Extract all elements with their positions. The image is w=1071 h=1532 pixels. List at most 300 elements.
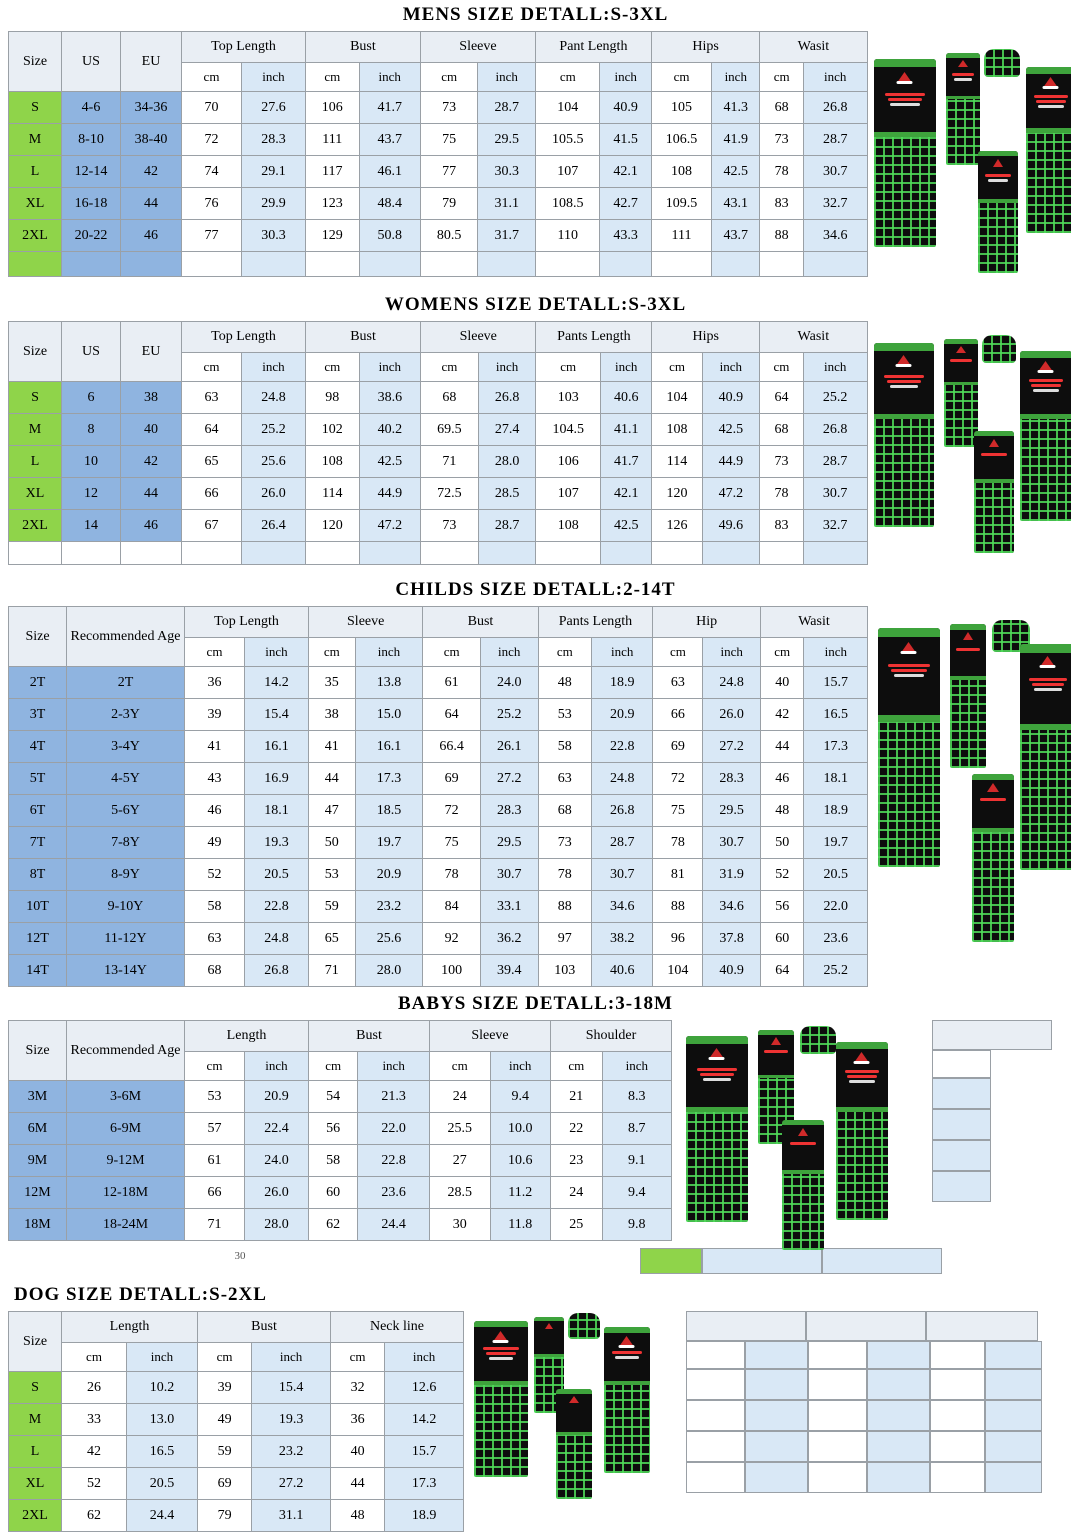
cell-value: 24.4 <box>127 1500 198 1532</box>
cell-value: 24 <box>430 1081 491 1113</box>
cell-value: 15.7 <box>804 667 868 699</box>
cell-value: 50 <box>760 827 804 859</box>
cell-value: 24.0 <box>480 667 538 699</box>
cell-value: 28.0 <box>355 955 423 987</box>
cell-value: 15.4 <box>245 699 309 731</box>
col-wasit: Wasit <box>760 322 867 353</box>
cell-value: 75 <box>423 827 481 859</box>
cell-value: 108 <box>652 414 702 446</box>
cell-age: 4-5Y <box>67 763 185 795</box>
unit-inch: inch <box>600 63 651 92</box>
cell-age: 13-14Y <box>67 955 185 987</box>
cell-value: 61 <box>185 1145 245 1177</box>
cell-value: 102 <box>306 414 360 446</box>
cell-size: XL <box>9 188 62 220</box>
cell-value: 68 <box>538 795 592 827</box>
cell-value: 39 <box>185 699 245 731</box>
col-eu: EU <box>121 322 182 382</box>
cell-value: 41.9 <box>712 124 760 156</box>
cell-age: 3-4Y <box>67 731 185 763</box>
cell-value: 54 <box>309 1081 358 1113</box>
cell-value: 63 <box>185 923 245 955</box>
cell-value: 42.5 <box>600 510 651 542</box>
table-row <box>9 92 868 124</box>
cell-us: 4-6 <box>62 92 121 124</box>
cell-value: 26.0 <box>245 1177 309 1209</box>
cell-eu: 44 <box>121 188 182 220</box>
cell-value: 117 <box>306 156 360 188</box>
cell-value: 31.9 <box>703 859 760 891</box>
table-row <box>9 156 868 188</box>
figure-dad <box>474 1321 528 1477</box>
cell-value: 105.5 <box>536 124 600 156</box>
cell-value: 108 <box>651 156 711 188</box>
table-row <box>9 1209 672 1241</box>
mens-size-table <box>8 31 868 277</box>
cell-size: 18M <box>9 1209 67 1241</box>
cell-value: 9.1 <box>602 1145 671 1177</box>
cell-value: 33.1 <box>480 891 538 923</box>
cell-value: 104 <box>652 382 702 414</box>
cell-value: 52 <box>62 1468 127 1500</box>
cell-value: 73 <box>760 446 804 478</box>
table-row <box>9 1468 464 1500</box>
cell-value: 25.6 <box>355 923 423 955</box>
cell-value: 29.5 <box>480 827 538 859</box>
cell-value: 35 <box>309 667 356 699</box>
cell-value: 126 <box>652 510 702 542</box>
cell-value: 31.7 <box>478 220 536 252</box>
cell-value: 49 <box>198 1404 252 1436</box>
cell-value: 29.5 <box>703 795 760 827</box>
unit-cm: cm <box>536 63 600 92</box>
unit-inch: inch <box>252 1343 331 1372</box>
cell-value: 107 <box>536 156 600 188</box>
table-row <box>9 667 868 699</box>
figure-mom <box>1020 644 1071 870</box>
cell-value: 41.5 <box>600 124 651 156</box>
cell-size: M <box>9 414 62 446</box>
cell-value: 84 <box>423 891 481 923</box>
cell-value: 19.3 <box>252 1404 331 1436</box>
cell-value: 69 <box>653 731 703 763</box>
cell-value: 73 <box>421 510 479 542</box>
cell-value: 100 <box>423 955 481 987</box>
cell-value: 26.8 <box>803 92 867 124</box>
col-sleeve: Sleeve <box>430 1021 551 1052</box>
col-pants-length: Pants Length <box>536 322 652 353</box>
cell-value: 63 <box>653 667 703 699</box>
cell-value: 19.3 <box>245 827 309 859</box>
cell-value: 97 <box>538 923 592 955</box>
cell-value: 9.4 <box>490 1081 551 1113</box>
cell-value: 38.2 <box>592 923 653 955</box>
cell-value: 103 <box>536 382 601 414</box>
cell-value: 53 <box>309 859 356 891</box>
cell-value: 41.3 <box>712 92 760 124</box>
cell-value: 14.2 <box>385 1404 464 1436</box>
cell-value: 88 <box>760 220 804 252</box>
cell-value: 114 <box>306 478 360 510</box>
table-row <box>9 859 868 891</box>
unit-inch: inch <box>804 638 868 667</box>
table-row <box>9 1145 672 1177</box>
cell-us: 8-10 <box>62 124 121 156</box>
cell-value: 27.4 <box>478 414 536 446</box>
table-row <box>9 124 868 156</box>
figure-toddler <box>782 1120 824 1250</box>
cell-age: 12-18M <box>67 1177 185 1209</box>
col-pants-length: Pants Length <box>538 607 653 638</box>
table-row <box>9 891 868 923</box>
cell-value: 16.1 <box>245 731 309 763</box>
cell-age: 9-12M <box>67 1145 185 1177</box>
cell-value: 58 <box>538 731 592 763</box>
figure-mom <box>1020 351 1071 521</box>
cell-value: 16.5 <box>804 699 868 731</box>
cell-value: 66.4 <box>423 731 481 763</box>
cell-value: 25.2 <box>242 414 306 446</box>
cell-value: 25.5 <box>430 1113 491 1145</box>
cell-value: 30.3 <box>478 156 536 188</box>
cell-value: 21 <box>551 1081 603 1113</box>
table-row <box>9 478 868 510</box>
cell-value: 46.1 <box>359 156 420 188</box>
cell-size: 8T <box>9 859 67 891</box>
unit-inch: inch <box>702 353 760 382</box>
cell-value: 28.7 <box>803 124 867 156</box>
col-hip: Hip <box>653 607 761 638</box>
cell-size: 3M <box>9 1081 67 1113</box>
cell-value: 39.4 <box>480 955 538 987</box>
figure-dad <box>874 343 934 527</box>
cell-value: 23 <box>551 1145 603 1177</box>
cell-value: 65 <box>182 446 242 478</box>
cell-value: 30.7 <box>592 859 653 891</box>
unit-cm: cm <box>423 638 481 667</box>
col-size: Size <box>9 32 62 92</box>
cell-value: 83 <box>760 188 804 220</box>
section-mens <box>0 0 1071 286</box>
cell-value: 68 <box>185 955 245 987</box>
cell-value: 16.9 <box>245 763 309 795</box>
womens-family-pajama-image <box>868 321 1071 571</box>
cell-value: 58 <box>309 1145 358 1177</box>
cell-value: 104 <box>653 955 703 987</box>
cell-value: 13.8 <box>355 667 423 699</box>
cell-value: 34.6 <box>703 891 760 923</box>
cell-value: 22 <box>551 1113 603 1145</box>
cell-value: 28.0 <box>478 446 536 478</box>
figure-toddler <box>974 431 1014 553</box>
cell-value: 28.3 <box>480 795 538 827</box>
unit-cm: cm <box>551 1052 603 1081</box>
cell-value: 43.3 <box>600 220 651 252</box>
cell-eu: 40 <box>121 414 182 446</box>
unit-cm: cm <box>652 353 702 382</box>
cell-value: 78 <box>653 827 703 859</box>
cell-value: 24.0 <box>245 1145 309 1177</box>
table-row <box>9 382 868 414</box>
cell-size: 6M <box>9 1113 67 1145</box>
cell-value: 42 <box>760 699 804 731</box>
col-size: Size <box>9 1021 67 1081</box>
cell-value: 21.3 <box>358 1081 430 1113</box>
cell-value: 40.9 <box>600 92 651 124</box>
cell-value: 73 <box>538 827 592 859</box>
col-size: Size <box>9 322 62 382</box>
cell-value: 52 <box>185 859 245 891</box>
cell-value: 28.7 <box>478 92 536 124</box>
cell-value: 43 <box>185 763 245 795</box>
cell-value: 15.7 <box>385 1436 464 1468</box>
figure-toddler <box>978 151 1018 273</box>
cell-age: 2T <box>67 667 185 699</box>
unit-inch: inch <box>245 1052 309 1081</box>
unit-cm: cm <box>651 63 711 92</box>
cell-value: 46 <box>185 795 245 827</box>
cell-eu: 46 <box>121 220 182 252</box>
figure-mom <box>1026 67 1071 233</box>
col-top-length: Top Length <box>182 32 306 63</box>
unit-cm: cm <box>760 63 804 92</box>
cell-value: 106 <box>536 446 601 478</box>
col-bust: Bust <box>423 607 538 638</box>
cell-value: 16.1 <box>355 731 423 763</box>
cell-value: 48 <box>538 667 592 699</box>
cell-value: 49 <box>185 827 245 859</box>
cell-value: 11.8 <box>490 1209 551 1241</box>
cell-value: 42.1 <box>600 478 651 510</box>
figure-kid <box>944 339 978 447</box>
dog-family-pajama-image <box>464 1311 674 1501</box>
cell-value: 41 <box>185 731 245 763</box>
unit-inch: inch <box>385 1343 464 1372</box>
cell-size: 2XL <box>9 220 62 252</box>
cell-value: 68 <box>421 382 479 414</box>
cell-value: 42.5 <box>702 414 760 446</box>
cell-age: 3-6M <box>67 1081 185 1113</box>
cell-value: 108.5 <box>536 188 600 220</box>
cell-value: 19.7 <box>355 827 423 859</box>
childs-family-pajama-image <box>868 606 1071 986</box>
cell-value: 120 <box>652 478 702 510</box>
cell-eu: 42 <box>121 156 182 188</box>
cell-value: 24.8 <box>703 667 760 699</box>
cell-value: 27.2 <box>252 1468 331 1500</box>
cell-value: 34.6 <box>592 891 653 923</box>
unit-cm: cm <box>62 1343 127 1372</box>
cell-size: M <box>9 1404 62 1436</box>
cell-size: 6T <box>9 795 67 827</box>
cell-value: 42.5 <box>712 156 760 188</box>
unit-cm: cm <box>182 353 242 382</box>
unit-inch: inch <box>242 353 306 382</box>
cell-us: 6 <box>62 382 121 414</box>
dog-title: DOG SIZE DETALL:S-2XL <box>14 1284 267 1305</box>
col-sleeve: Sleeve <box>421 322 536 353</box>
figure-dad <box>686 1036 748 1222</box>
cell-value: 22.0 <box>358 1113 430 1145</box>
cell-value: 40.6 <box>592 955 653 987</box>
cell-value: 17.3 <box>804 731 868 763</box>
cell-value: 42.7 <box>600 188 651 220</box>
cell-value: 25.2 <box>804 955 868 987</box>
cell-value: 24.8 <box>245 923 309 955</box>
cell-value: 33 <box>62 1404 127 1436</box>
cell-value: 24.8 <box>592 763 653 795</box>
cell-value: 83 <box>760 510 804 542</box>
cell-value: 27.2 <box>480 763 538 795</box>
cell-value: 12.6 <box>385 1372 464 1404</box>
unit-inch: inch <box>358 1052 430 1081</box>
cell-value: 49.6 <box>702 510 760 542</box>
cell-value: 44.9 <box>359 478 420 510</box>
unit-cm: cm <box>309 1052 358 1081</box>
col-hips: Hips <box>652 322 760 353</box>
cell-size: M <box>9 124 62 156</box>
cell-value: 38.6 <box>359 382 420 414</box>
cell-value: 75 <box>653 795 703 827</box>
cell-size: L <box>9 1436 62 1468</box>
unit-inch: inch <box>602 1052 671 1081</box>
cell-value: 31.1 <box>252 1500 331 1532</box>
cell-age: 7-8Y <box>67 827 185 859</box>
unit-cm: cm <box>185 638 245 667</box>
babys-size-table <box>8 1020 672 1241</box>
cell-value: 74 <box>182 156 242 188</box>
section-childs <box>0 575 1071 987</box>
cell-value: 41 <box>309 731 356 763</box>
cell-value: 28.3 <box>703 763 760 795</box>
cell-value: 19.7 <box>804 827 868 859</box>
womens-size-table <box>8 321 868 565</box>
cell-value: 72 <box>182 124 242 156</box>
cell-value: 41.7 <box>359 92 420 124</box>
table-row <box>9 1081 672 1113</box>
cell-value: 22.0 <box>804 891 868 923</box>
col-pant-length: Pant Length <box>536 32 652 63</box>
cell-value: 47 <box>309 795 356 827</box>
cell-value: 43.1 <box>712 188 760 220</box>
cell-value: 88 <box>538 891 592 923</box>
cell-size: 5T <box>9 763 67 795</box>
cell-value: 18.5 <box>355 795 423 827</box>
cell-value: 66 <box>185 1177 245 1209</box>
cell-value: 10.2 <box>127 1372 198 1404</box>
womens-title: WOMENS SIZE DETALL:S-3XL <box>384 294 687 315</box>
cell-value: 29.5 <box>478 124 536 156</box>
cell-value: 18.9 <box>385 1500 464 1532</box>
unit-cm: cm <box>306 353 360 382</box>
cell-value: 72 <box>653 763 703 795</box>
cell-size: 2T <box>9 667 67 699</box>
cell-value: 28.0 <box>245 1209 309 1241</box>
cell-value: 71 <box>421 446 479 478</box>
unit-inch: inch <box>478 63 536 92</box>
cell-eu: 44 <box>121 478 182 510</box>
cell-value: 81 <box>653 859 703 891</box>
unit-inch: inch <box>245 638 309 667</box>
col-bust: Bust <box>306 322 421 353</box>
cell-size: 10T <box>9 891 67 923</box>
cell-value: 15.0 <box>355 699 423 731</box>
cell-value: 43.7 <box>359 124 420 156</box>
cell-value: 42 <box>62 1436 127 1468</box>
cell-value: 30.7 <box>703 827 760 859</box>
table-row <box>9 763 868 795</box>
cell-value: 13.0 <box>127 1404 198 1436</box>
cell-value: 98 <box>306 382 360 414</box>
cell-value: 111 <box>306 124 360 156</box>
cell-value: 56 <box>760 891 804 923</box>
cell-value: 26.0 <box>242 478 306 510</box>
cell-value: 40.9 <box>703 955 760 987</box>
unit-cm: cm <box>309 638 356 667</box>
cell-value: 26.8 <box>478 382 536 414</box>
cell-value: 24.4 <box>358 1209 430 1241</box>
cell-value: 25.6 <box>242 446 306 478</box>
cell-value: 8.7 <box>602 1113 671 1145</box>
cell-value: 56 <box>309 1113 358 1145</box>
cell-value: 22.8 <box>592 731 653 763</box>
mens-title: MENS SIZE DETALL:S-3XL <box>402 4 669 25</box>
table-row <box>9 1404 464 1436</box>
cell-age: 6-9M <box>67 1113 185 1145</box>
cell-size: 3T <box>9 699 67 731</box>
cell-value: 114 <box>652 446 702 478</box>
cell-value: 23.6 <box>358 1177 430 1209</box>
unit-cm: cm <box>185 1052 245 1081</box>
cell-value: 62 <box>309 1209 358 1241</box>
cell-us: 14 <box>62 510 121 542</box>
cell-value: 103 <box>538 955 592 987</box>
cell-value: 18.9 <box>804 795 868 827</box>
cell-value: 37.8 <box>703 923 760 955</box>
cell-value: 42.1 <box>600 156 651 188</box>
cell-value: 23.6 <box>804 923 868 955</box>
cell-value: 30 <box>430 1209 491 1241</box>
cell-value: 41.1 <box>600 414 651 446</box>
cell-value: 57 <box>185 1113 245 1145</box>
cell-value: 16.5 <box>127 1436 198 1468</box>
cell-value: 59 <box>309 891 356 923</box>
unit-cm: cm <box>198 1343 252 1372</box>
cell-value: 66 <box>653 699 703 731</box>
cell-value: 68 <box>760 414 804 446</box>
col-sleeve: Sleeve <box>420 32 535 63</box>
cell-value: 26.8 <box>592 795 653 827</box>
cell-value: 48 <box>760 795 804 827</box>
cell-value: 106 <box>306 92 360 124</box>
cell-value: 20.9 <box>355 859 423 891</box>
cell-value: 104.5 <box>536 414 601 446</box>
cell-value: 59 <box>198 1436 252 1468</box>
table-row <box>9 188 868 220</box>
cell-value: 14.2 <box>245 667 309 699</box>
figure-toddler <box>972 774 1014 942</box>
figure-dog <box>568 1313 600 1339</box>
cell-value: 68 <box>760 92 804 124</box>
cell-value: 50.8 <box>359 220 420 252</box>
col-length: Length <box>185 1021 309 1052</box>
cell-value: 27.2 <box>703 731 760 763</box>
cell-value: 34.6 <box>803 220 867 252</box>
col-size: Size <box>9 607 67 667</box>
cell-value: 10.6 <box>490 1145 551 1177</box>
cell-value: 20.5 <box>804 859 868 891</box>
col-us: US <box>62 322 121 382</box>
